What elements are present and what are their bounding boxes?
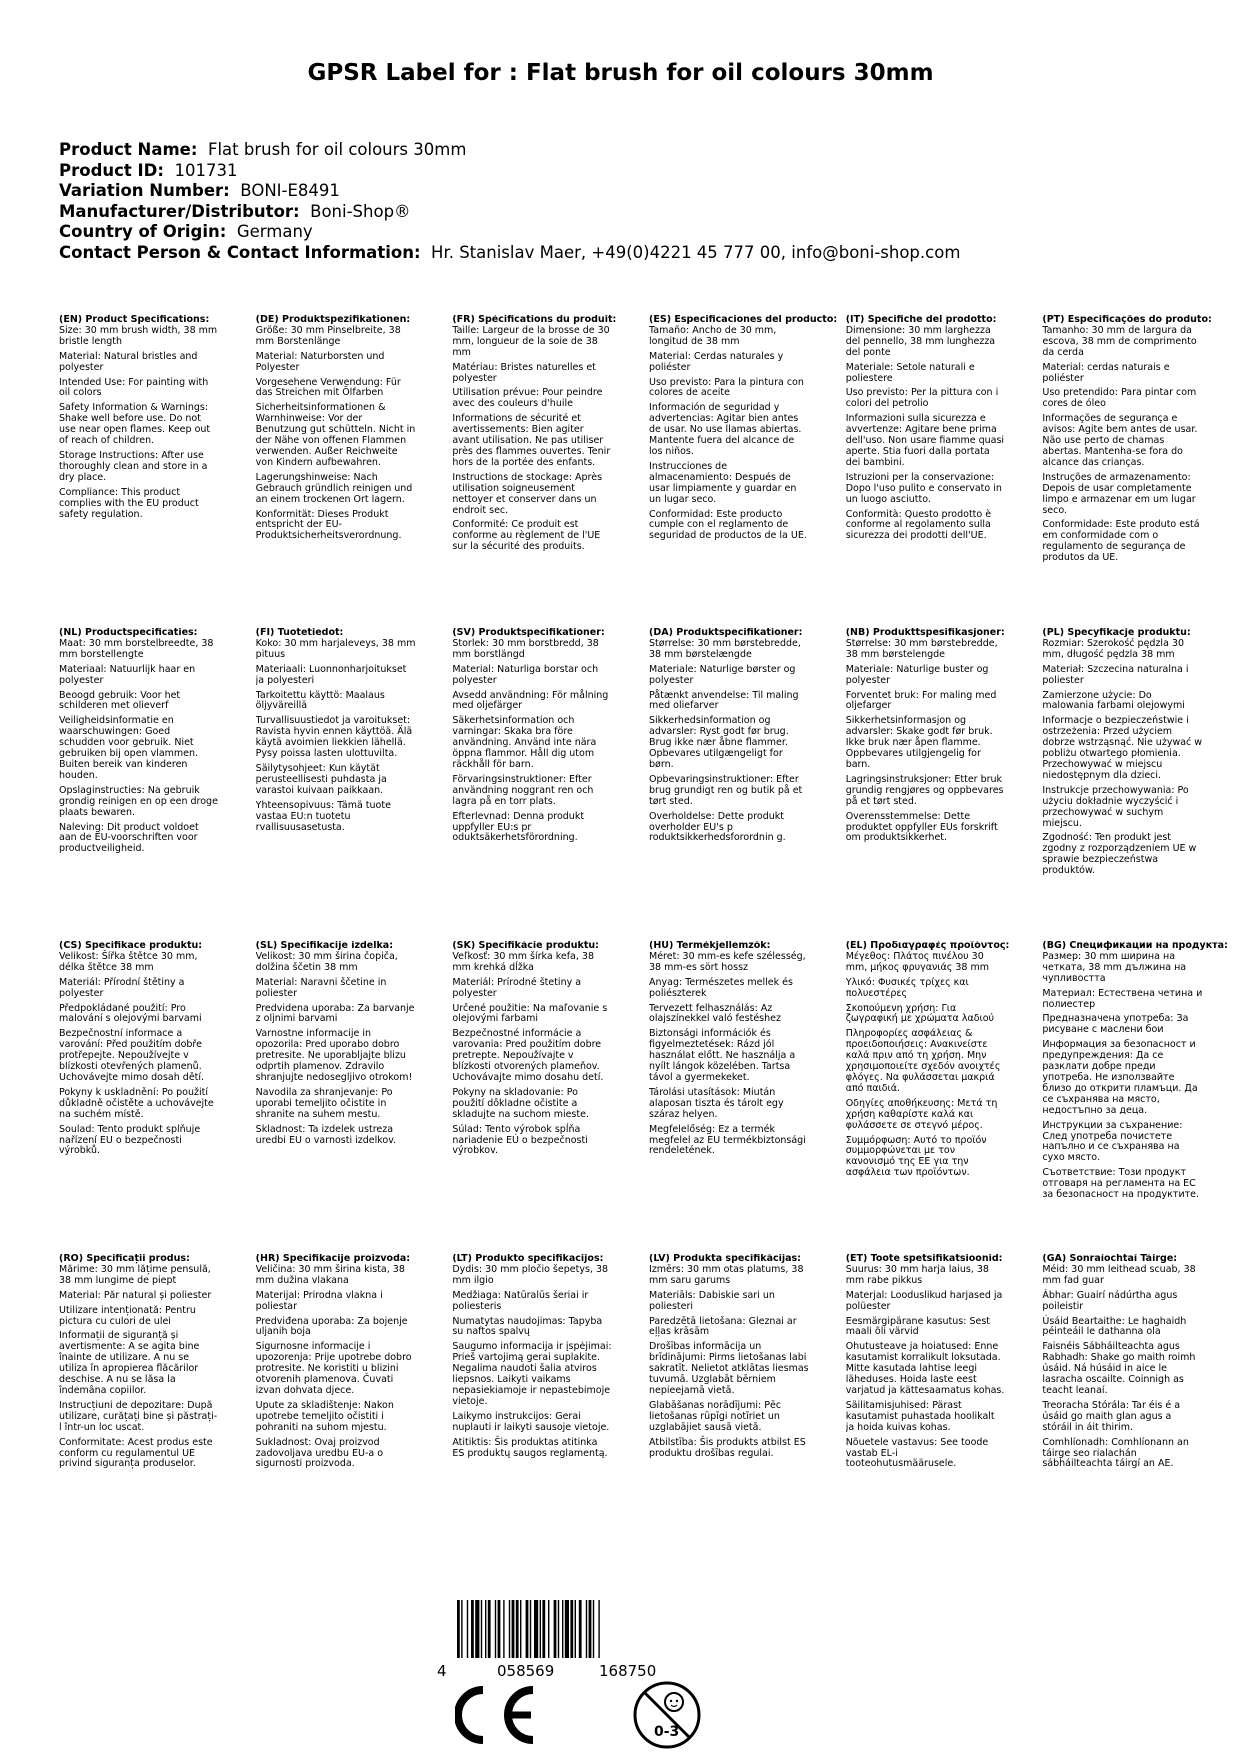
spec-line: Glabāšanas norādījumi: Pēc lietošanas rūpīgi notīriet un uzglabājiet sausā vietā.	[649, 1399, 782, 1433]
barcode-bar	[570, 1600, 573, 1658]
spec-cell	[1042, 1254, 1239, 1567]
spec-cell	[452, 941, 649, 1254]
barcode-bar	[575, 1600, 576, 1658]
barcode-bar	[471, 1600, 474, 1658]
barcode	[437, 1600, 737, 1680]
spec-cell	[846, 1254, 1043, 1567]
spec-line: Tarkoitettu käyttö: Maalaus öljyväreillä	[255, 689, 385, 712]
spec-line: Úsáid Beartaithe: Le haghaidh péinteáil le dathanna ola	[1042, 1315, 1187, 1338]
spec-line: Soulad: Tento produkt splňuje nařízení EU o bezpečnosti výrobků.	[59, 1123, 201, 1157]
spec-header: (FR) Spécifications du produit:	[452, 315, 617, 325]
spec-line: Izmērs: 30 mm otas platums, 38 mm saru garums	[649, 1263, 804, 1286]
spec-line: Safety Information & Warnings: Shake well before use. Do not use near open flames. Keep out of reach of children.	[59, 402, 211, 447]
spec-line: Méret: 30 mm-es kefe szélesség, 38 mm-es sört hossz	[649, 950, 806, 973]
spec-header: (ES) Especificaciones del producto:	[649, 315, 838, 325]
spec-line: Informacje o bezpieczeństwie i ostrzeżenia: Przed użyciem dobrze wstrząsnąć. Nie używać w pobliżu otwartego płomienia. Przechowywać w miejscu niedostępnym dla dzieci.	[1042, 715, 1203, 781]
spec-line: Инструкции за съхранение: След употреба почистете напълно и се съхранява на сухо място.	[1042, 1119, 1183, 1164]
spec-cell	[649, 941, 846, 1254]
barcode-bar	[526, 1600, 529, 1658]
spec-line: Tamanho: 30 mm de largura da escova, 38 mm de comprimento da cerda	[1042, 324, 1197, 358]
barcode-bar	[520, 1600, 521, 1658]
barcode-bar	[485, 1600, 486, 1658]
barcode-bar	[530, 1600, 531, 1658]
spec-line: Paredzētā lietošana: Gleznai ar eļļas krāsām	[649, 1315, 797, 1338]
spec-line: Medžiaga: Natūralūs šeriai ir poliesteris	[452, 1289, 589, 1312]
spec-line: Säilitamisjuhised: Pärast kasutamist puhastada hoolikalt ja hoida kuivas kohas.	[845, 1399, 995, 1433]
spec-line: Sikkerhetsinformasjon og advarsler: Skake godt før bruk. Ikke bruk nær åpen flamme. Oppbevares utilgjengelig for barn.	[845, 715, 993, 770]
barcode-bar	[579, 1600, 582, 1658]
spec-line: Drošības informācija un brīdinājumi: Pirms lietošanas labi sakratīt. Nelietot atklātas liesmas tuvumā. Uzglabāt bērniem nepieejamā vietā.	[649, 1341, 809, 1396]
spec-header: (SK) Špecifikácie produktu:	[452, 941, 599, 951]
spec-line: Compliance: This product complies with the EU product safety regulation.	[59, 486, 199, 520]
spec-line: Οδηγίες αποθήκευσης: Μετά τη χρήση καθαρίστε καλά και φυλάσσετε σε στεγνό μέρος.	[845, 1097, 998, 1131]
spec-cell	[452, 1254, 649, 1567]
spec-line: Materiale: Naturlige børster og polyester	[649, 663, 796, 686]
spec-line: Material: Naravni ščetine in poliester	[255, 976, 387, 999]
barcode-bar	[503, 1600, 504, 1658]
spec-header: (BG) Спецификации на продукта:	[1042, 941, 1228, 951]
barcode-bar	[598, 1600, 599, 1658]
barcode-bar	[509, 1600, 510, 1658]
barcode-bar	[461, 1600, 462, 1658]
info-contact	[59, 243, 960, 264]
spec-line: Varnostne informacije in opozorila: Pred uporabo dobro pretresite. Ne uporabljajte blizu odprtih plamenov. Zdravilo shranjujte nedosegljivo otrokom!	[255, 1028, 413, 1083]
spec-line: Intended Use: For painting with oil colors	[59, 376, 209, 399]
spec-line: Uso previsto: Para la pintura con colores de aceite	[649, 376, 804, 399]
spec-line: Materiaali: Luonnonharjoitukset ja polyesteri	[255, 663, 407, 686]
barcode-bar	[548, 1600, 549, 1658]
spec-line: Materiale: Naturlige buster og polyester	[845, 663, 989, 686]
spec-line: Overholdelse: Dette produkt overholder EU's p roduktsikkerhedsforordnin g.	[649, 810, 786, 844]
barcode-bar	[554, 1600, 557, 1658]
spec-line: Conformidad: Este producto cumple con el reglamento de seguridad de productos de la UE.	[649, 508, 807, 542]
spec-line: Informações de segurança e avisos: Agite bem antes de usar. Não use perto de chamas abertas. Mantenha-se fora do alcance das crianças.	[1042, 413, 1198, 468]
spec-line: Instructions de stockage: Après utilisation soigneusement nettoyer et conserver dans un endroit sec.	[452, 471, 603, 516]
info-product-id	[59, 161, 960, 182]
info-value: BONI-E8491	[240, 181, 340, 201]
spec-line: Materiał: Szczecina naturalna i poliester	[1042, 663, 1189, 686]
spec-line: Taille: Largeur de la brosse de 30 mm, longueur de la soie de 38 mm	[452, 324, 610, 358]
spec-line: Zgodność: Ten produkt jest zgodny z rozporządzeniem UE w sprawie bezpieczeństwa produktów.	[1042, 832, 1197, 877]
spec-line: Förvaringsinstruktioner: Efter användning noggrant ren och lagra på en torr plats.	[452, 773, 594, 807]
spec-line: Material: Naturborsten und Polyester	[255, 350, 385, 373]
spec-header: (NB) Produkttspesifikasjoner:	[845, 628, 1005, 638]
barcode-bar	[558, 1600, 559, 1658]
spec-line: Υλικό: Φυσικές τρίχες και πολυεστέρες	[845, 976, 969, 999]
spec-cell	[256, 941, 453, 1254]
spec-header: (SV) Produktspecifikationer:	[452, 628, 605, 638]
spec-cell	[59, 941, 256, 1254]
barcode-bar	[467, 1600, 468, 1658]
spec-line: Maat: 30 mm borstelbreedte, 38 mm borstellengte	[59, 637, 214, 660]
info-value: Boni-Shop®	[310, 201, 411, 221]
spec-line: Информация за безопасност и предупреждения: Да се разклати добре преди употреба. Не използвайте близо до открити пламъци. Да се съхранява на място, недостъпно за деца.	[1042, 1039, 1198, 1116]
spec-line: Materijal: Prirodna vlakna i poliestar	[255, 1289, 383, 1312]
info-value: Hr. Stanislav Maer, +49(0)4221 45 777 00, info@boni-shop.com	[431, 242, 961, 262]
spec-line: Koko: 30 mm harjaleveys, 38 mm pituus	[255, 637, 416, 660]
spec-header: (LT) Produkto specifikacijos:	[452, 1254, 604, 1264]
spec-line: Tamaño: Ancho de 30 mm, longitud de 38 mm	[649, 324, 777, 347]
spec-line: Suurus: 30 mm harja laius, 38 mm rabe pikkus	[845, 1263, 989, 1286]
spec-line: Instruções de armazenamento: Depois de usar completamente limpo e armazenar em um lugar seco.	[1042, 471, 1196, 516]
spec-cell	[1042, 628, 1239, 941]
spec-cell	[59, 1254, 256, 1567]
spec-header: (DE) Produktspezifikationen:	[255, 315, 411, 325]
info-key: Product Name:	[59, 140, 198, 159]
spec-line: Materiaal: Natuurlijk haar en polyester	[59, 663, 196, 686]
info-manufacturer	[59, 202, 960, 223]
spec-line: Pokyny k uskladnění: Po použití důkladně očistěte a uchovávejte na suchém místě.	[59, 1086, 214, 1120]
product-info	[59, 140, 960, 264]
spec-line: Material: Cerdas naturales y poliéster	[649, 350, 784, 373]
spec-line: Turvallisuustiedot ja varoitukset: Ravista hyvin ennen käyttöä. Älä käytä avoimien liekkien lähellä. Pysy poissa lasten ulottuvilta.	[255, 715, 413, 760]
barcode-bar	[586, 1600, 587, 1658]
barcode-bar	[589, 1600, 592, 1658]
spec-line: Tervezett felhasználás: Az olajszínekkel való festéshez	[649, 1002, 781, 1025]
spec-line: Sicherheitsinformationen & Warnhinweise: Vor der Benutzung gut schütteln. Nicht in der Nähe von offenen Flammen verwenden. Außer Reichweite von Kindern aufbewahren.	[255, 402, 416, 468]
spec-line: Συμμόρφωση: Αυτό το προϊόν συμμορφώνεται με τον κανονισμό της ΕΕ για την ασφάλεια των προϊόντων.	[845, 1134, 987, 1179]
spec-line: Material: cerdas naturais e poliéster	[1042, 361, 1170, 384]
info-key: Manufacturer/Distributor:	[59, 201, 300, 221]
spec-header: (HR) Specifikacije proizvoda:	[255, 1254, 411, 1264]
spec-cell	[256, 1254, 453, 1567]
spec-header: (HU) Termékjellemzők:	[649, 941, 771, 951]
spec-line: Ohutusteave ja hoiatused: Enne kasutamist korralikult loksutada. Mitte kasutada lahtise leegi läheduses. Hoida laste eest varjatud ja kättesaamatus kohas.	[845, 1341, 1005, 1396]
spec-line: Size: 30 mm brush width, 38 mm bristle length	[59, 324, 218, 347]
spec-line: Informații de siguranță și avertismente: A se agita bine înainte de utilizare. A nu se utiliza în apropierea flăcărilor deschise. A nu se lăsa la îndemâna copiilor.	[59, 1330, 200, 1396]
spec-header: (CS) Specifikace produktu:	[59, 941, 203, 951]
spec-line: Veiligheidsinformatie en waarschuwingen: Goed schudden voor gebruik. Niet gebruiken bij open vlammen. Buiten bereik van kinderen houden.	[59, 715, 199, 781]
spec-line: Beoogd gebruik: Voor het schilderen met olieverf	[59, 689, 181, 712]
spec-line: Säilytysohjeet: Kun käytät perusteellisesti puhdasta ja varastoi kuivaan paikkaan.	[255, 762, 387, 796]
spec-header: (PL) Specyfikacje produktu:	[1042, 628, 1191, 638]
spec-line: Storage Instructions: After use thoroughly clean and store in a dry place.	[59, 449, 208, 483]
spec-line: Overensstemmelse: Dette produktet oppfyller EUs forskrift om produktsikkerhet.	[845, 810, 998, 844]
spec-line: Atitiktis: Šis produktas atitinka ES produktų saugos reglamentą.	[452, 1436, 608, 1459]
spec-line: Sigurnosne informacije i upozorenja: Prije upotrebe dobro protresite. Ne koristiti u blizini otvorenih plamenova. Čuvati izvan dohvata djece.	[255, 1341, 412, 1396]
spec-line: Съответствие: Този продукт отговаря на регламента на ЕС за безопасност на продуктите.	[1042, 1167, 1200, 1201]
spec-line: Material: Păr natural și poliester	[59, 1289, 212, 1301]
spec-line: Tárolási utasítások: Miután alaposan tiszta és tárolt egy száraz helyen.	[649, 1086, 784, 1120]
spec-line: Skladnost: Ta izdelek ustreza uredbi EU o varnosti izdelkov.	[255, 1123, 397, 1146]
spec-header: (EL) Προδιαγραφές προϊόντος:	[845, 941, 1010, 951]
spec-line: Lagerungshinweise: Nach Gebrauch gründlich reinigen und an einem trockenen Ort lagern.	[255, 471, 413, 505]
spec-line: Yhteensopivuus: Tämä tuote vastaa EU:n tuotetu rvallisuusasetusta.	[255, 799, 391, 833]
specifications-grid	[59, 315, 1239, 1567]
spec-cell	[846, 315, 1043, 628]
spec-cell	[452, 315, 649, 628]
spec-cell	[649, 315, 846, 628]
spec-line: Nõuetele vastavus: See toode vastab EL-i tooteohutusmäärusele.	[845, 1436, 989, 1470]
spec-line: Biztonsági információk és figyelmeztetések: Rázd jól használat előtt. Ne használja a nyílt lángok közelében. Tartsa távol a gyermekeket.	[649, 1028, 796, 1083]
spec-line: Conformità: Questo prodotto è conforme al regolamento sulla sicurezza dei prodotti dell'UE.	[845, 508, 992, 542]
spec-header: (ET) Toote spetsifikatsioonid:	[845, 1254, 1003, 1264]
spec-line: Upute za skladištenje: Nakon upotrebe temeljito očistiti i pohraniti na suhom mjestu.	[255, 1399, 394, 1433]
spec-line: Treoracha Stórála: Tar éis é a úsáid go maith glan agus a stóráil in áit thirim.	[1042, 1399, 1181, 1433]
spec-line: Informazioni sulla sicurezza e avvertenze: Agitare bene prima dell'uso. Non usare fiamme quasi aperte. Stia fuori dalla portata dei bambini.	[845, 413, 1005, 468]
spec-header: (FI) Tuotetiedot:	[255, 628, 344, 638]
spec-line: Istruzioni per la conservazione: Dopo l'uso pulito e conservato in un luogo asciutto.	[845, 471, 1002, 505]
barcode-bar	[540, 1600, 541, 1658]
spec-header: (DA) Produktspecifikationer:	[649, 628, 803, 638]
spec-line: Určené použitie: Na maľovanie s olejovými farbami	[452, 1002, 608, 1025]
spec-line: Материал: Естествена четина и полиестер	[1042, 987, 1203, 1010]
spec-line: Säkerhetsinformation och varningar: Skaka bra före användning. Använd inte nära öppna flammor. Håll dig utom räckhåll för barn.	[452, 715, 597, 770]
spec-row	[59, 941, 1239, 1254]
spec-line: Información de seguridad y advertencias: Agitar bien antes de usar. No use llamas abiertas. Mantente fuera del alcance de los niños.	[649, 402, 802, 457]
barcode-bars	[437, 1600, 737, 1662]
spec-cell	[59, 628, 256, 941]
barcode-digits-right: 168750	[599, 1662, 657, 1680]
spec-header: (RO) Specificații produs:	[59, 1254, 190, 1264]
spec-line: Bezpečnostné informácie a varovania: Pred použitím dobre pretrepte. Nepoužívajte v blízkosti otvorených plameňov. Uchovávajte mimo dosahu detí.	[452, 1028, 604, 1083]
spec-line: Instrucciones de almacenamiento: Después de usar limpiamente y guardar en un lugar seco.	[649, 460, 797, 505]
info-value: 101731	[174, 160, 238, 180]
spec-line: Opslaginstructies: Na gebruik grondig reinigen en op een droge plaats bewaren.	[59, 784, 218, 818]
spec-line: Méid: 30 mm leithead scuab, 38 mm fad guar	[1042, 1263, 1196, 1286]
info-value: Germany	[236, 222, 313, 242]
not-for-children-icon	[632, 1680, 702, 1750]
spec-line: Conformité: Ce produit est conforme au règlement de l'UE sur la sécurité des produits.	[452, 519, 601, 553]
info-value: Flat brush for oil colours 30mm	[207, 140, 467, 159]
spec-line: Uso previsto: Per la pittura con i colori del petrolio	[845, 387, 999, 410]
spec-line: Předpokládané použití: Pro malování s olejovými barvami	[59, 1002, 202, 1025]
spec-line: Laikymo instrukcijos: Gerai nuplauti ir laikyti sausoje vietoje.	[452, 1410, 610, 1433]
info-key: Variation Number:	[59, 181, 230, 201]
spec-line: Dydis: 30 mm pločio šepetys, 38 mm ilgio	[452, 1263, 609, 1286]
barcode-bar	[534, 1600, 538, 1658]
spec-header: (SL) Specifikacije izdelka:	[255, 941, 394, 951]
spec-header: (PT) Especificações do produto:	[1042, 315, 1212, 325]
spec-line: Rozmiar: Szerokość pędzla 30 mm, długość pędzla 38 mm	[1042, 637, 1185, 660]
spec-line: Veľkosť: 30 mm šírka kefa, 38 mm krehká dĺžka	[452, 950, 594, 973]
barcode-bar	[498, 1600, 501, 1658]
barcode-bar	[565, 1600, 569, 1658]
barcode-bar	[542, 1600, 545, 1658]
barcode-bar	[593, 1600, 594, 1658]
spec-row	[59, 1254, 1239, 1567]
spec-line: Πληροφορίες ασφάλειας & προειδοποιήσεις: Ανακινείστε καλά πριν από τη χρήση. Μην χρησιμοποιείτε σχεδόν ανοιχτές φλόγες. Να φυλάσσεται μακριά από παιδιά.	[845, 1028, 1001, 1094]
spec-line: Pokyny na skladovanie: Po použití dôkladne očistite a skladujte na suchom mieste.	[452, 1086, 589, 1120]
spec-line: Atbilstība: Šis produkts atbilst ES produktu drošības regulai.	[649, 1436, 806, 1459]
barcode-digits-left: 4	[437, 1662, 447, 1680]
spec-line: Materiale: Setole naturali e poliestere	[845, 361, 975, 384]
info-key: Country of Origin:	[59, 222, 227, 242]
spec-line: Størrelse: 30 mm børstebredde, 38 mm børstelengde	[845, 637, 998, 660]
spec-row	[59, 315, 1239, 628]
spec-line: Forventet bruk: For maling med oljefarger	[845, 689, 997, 712]
spec-line: Materjal: Looduslikud harjased ja polüester	[845, 1289, 1003, 1312]
barcode-bar	[495, 1600, 496, 1658]
spec-line: Conformidade: Este produto está em conformidade com o regulamento de segurança de produtos da UE.	[1042, 519, 1200, 564]
spec-line: Instrukcje przechowywania: Po użyciu dokładnie wyczyścić i przechowywać w suchym miejscu.	[1042, 784, 1189, 829]
spec-line: Utilizare intenționată: Pentru pictura cu culori de ulei	[59, 1304, 196, 1327]
spec-cell	[846, 628, 1043, 941]
spec-line: Uso pretendido: Para pintar com cores de óleo	[1042, 387, 1197, 410]
barcode-bar	[457, 1600, 460, 1658]
spec-line: Avsedd användning: För målning med oljefärger	[452, 689, 609, 712]
spec-line: Predvidena uporaba: Za barvanje z oljnimi barvami	[255, 1002, 415, 1025]
spec-header: (GA) Sonraíochtaí Táirge:	[1042, 1254, 1178, 1264]
spec-line: Efterlevnad: Denna produkt uppfyller EU:s pr oduktsäkerhetsförordning.	[452, 810, 585, 844]
spec-line: Instrucțiuni de depozitare: După utilizare, curățați bine și păstrați-l într-un loc uscat.	[59, 1399, 218, 1433]
spec-line: Σκοπούμενη χρήση: Για ζωγραφική με χρώματα λαδιού	[845, 1002, 995, 1025]
spec-line: Velikost: Šířka štětce 30 mm, délka štětce 38 mm	[59, 950, 198, 973]
barcode-bar	[488, 1600, 491, 1658]
spec-cell	[59, 315, 256, 628]
spec-line: Størrelse: 30 mm børstebredde, 38 mm børstelængde	[649, 637, 801, 660]
info-key: Product ID:	[59, 160, 164, 180]
page-title: GPSR Label for : Flat brush for oil colours 30mm	[307, 60, 934, 86]
spec-cell	[256, 628, 453, 941]
spec-line: Mărime: 30 mm lățime pensulă, 38 mm lungime de piept	[59, 1263, 211, 1286]
spec-line: Sikkerhedsinformation og advarsler: Ryst godt før brug. Brug ikke nær åbne flammer. Opbevares utilgængeligt for børn.	[649, 715, 789, 770]
spec-row	[59, 628, 1239, 941]
spec-line: Anyag: Természetes mellek és poliészterek	[649, 976, 793, 999]
barcode-bar	[516, 1600, 519, 1658]
spec-line: Informations de sécurité et avertissements: Bien agiter avant utilisation. Ne pas utiliser près des flammes ouvertes. Tenir hors de la portée des enfants.	[452, 413, 611, 468]
spec-line: Predviđena uporaba: Za bojenje uljanih boja	[255, 1315, 408, 1338]
info-key: Contact Person & Contact Information:	[59, 242, 421, 262]
spec-line: Navodila za shranjevanje: Po uporabi temeljito očistite in shranite na suhem mestu.	[255, 1086, 393, 1120]
spec-cell	[846, 941, 1043, 1254]
spec-line: Megfelelőség: Ez a termék megfelel az EU termékbiztonsági rendeletének.	[649, 1123, 806, 1157]
age-label: 0-3	[654, 1724, 680, 1740]
spec-line: Sukladnost: Ovaj proizvod zadovoljava uredbu EU-a o sigurnosti proizvoda.	[255, 1436, 384, 1470]
spec-line: Materiāls: Dabiskie sari un poliesteri	[649, 1289, 775, 1312]
spec-cell	[452, 628, 649, 941]
spec-cell	[1042, 941, 1239, 1254]
spec-line: Eesmärgipärane kasutus: Sest maali õli värvid	[845, 1315, 991, 1338]
barcode-bar	[562, 1600, 563, 1658]
spec-header: (NL) Productspecificaties:	[59, 628, 198, 638]
spec-header: (LV) Produkta specifikācijas:	[649, 1254, 801, 1264]
barcode-digits-mid: 058569	[497, 1662, 555, 1680]
spec-line: Velikost: 30 mm širina čopiča, dolžina ščetin 38 mm	[255, 950, 398, 973]
spec-line: Vorgesehene Verwendung: Für das Streichen mit Ölfarben	[255, 376, 401, 399]
spec-line: Veličina: 30 mm širina kista, 38 mm dužina vlakana	[255, 1263, 405, 1286]
spec-line: Ábhar: Guairí nádúrtha agus poileistir	[1042, 1289, 1178, 1312]
spec-line: Materiál: Prírodné štetiny a polyester	[452, 976, 582, 999]
spec-line: Material: Natural bristles and polyester	[59, 350, 198, 373]
spec-line: Lagringsinstruksjoner: Etter bruk grundig rengjøres og oppbevares på et tørt sted.	[845, 773, 1004, 807]
spec-line: Bezpečnostní informace a varování: Před použitím dobře protřepejte. Nepoužívejte v blízkosti otevřených plamenů. Uchovávejte mimo dosah dětí.	[59, 1028, 205, 1083]
spec-line: Konformität: Dieses Produkt entspricht der EU-Produktsicherheitsverordnung.	[255, 508, 402, 542]
info-variation-number	[59, 181, 960, 202]
spec-header: (EN) Product Specifications:	[59, 315, 210, 325]
spec-cell	[1042, 315, 1239, 628]
spec-line: Material: Naturliga borstar och polyester	[452, 663, 599, 686]
spec-line: Opbevaringsinstruktioner: Efter brug grundigt ren og butik på et tørt sted.	[649, 773, 803, 807]
info-country	[59, 222, 960, 243]
spec-line: Matériau: Bristes naturelles et polyester	[452, 361, 596, 384]
ce-mark-icon	[455, 1685, 539, 1745]
spec-line: Conformitate: Acest produs este conform cu regulamentul UE privind siguranța produselor.	[59, 1436, 213, 1470]
spec-line: Comhlíonadh: Comhlíonann an táirge seo rialachán sábháilteachta táirgí an AE.	[1042, 1436, 1189, 1470]
spec-line: Größe: 30 mm Pinselbreite, 38 mm Borstenlänge	[255, 324, 401, 347]
spec-cell	[649, 628, 846, 941]
spec-line: Dimensione: 30 mm larghezza del pennello, 38 mm lunghezza del ponte	[845, 324, 996, 358]
spec-line: Saugumo informacija ir įspėjimai: Prieš vartojimą gerai suplakite. Negalima naudoti šalia atviros liepsnos. Laikyti vaikams nepasiekiamoje ir nepastebimoje vietoje.	[452, 1341, 612, 1407]
spec-line: Numatytas naudojimas: Tapyba su naftos spalvų	[452, 1315, 603, 1338]
spec-cell	[649, 1254, 846, 1567]
spec-line: Faisnéis Sábháilteachta agus Rabhadh: Shake go maith roimh úsáid. Ná húsáid in aice le lasracha oscailte. Coinnigh as teacht leanaí.	[1042, 1341, 1196, 1396]
spec-line: Materiál: Přírodní štětiny a polyester	[59, 976, 185, 999]
spec-line: Påtænkt anvendelse: Til maling med oliefarver	[649, 689, 799, 712]
barcode-bar	[512, 1600, 515, 1658]
spec-cell	[256, 315, 453, 628]
spec-line: Storlek: 30 mm borstbredd, 38 mm borstlängd	[452, 637, 599, 660]
spec-line: Размер: 30 mm ширина на четката, 38 mm дължина на чупливостта	[1042, 950, 1187, 984]
spec-line: Naleving: Dit product voldoet aan de EU-voorschriften voor productveiligheid.	[59, 821, 199, 855]
spec-line: Utilisation prévue: Pour peindre avec des couleurs d'huile	[452, 387, 603, 410]
spec-line: Zamierzone użycie: Do malowania farbami olejowymi	[1042, 689, 1185, 712]
spec-line: Предназначена употреба: За рисуване с маслени бои	[1042, 1013, 1189, 1036]
spec-header: (IT) Specifiche del prodotto:	[845, 315, 997, 325]
barcode-bar	[481, 1600, 482, 1658]
barcode-bar	[475, 1600, 479, 1658]
spec-line: Súlad: Tento výrobok spĺňa nariadenie EÚ o bezpečnosti výrobkov.	[452, 1123, 588, 1157]
spec-line: Μέγεθος: Πλάτος πινέλου 30 mm, μήκος φρυγανιάς 38 mm	[845, 950, 989, 973]
info-product-name	[59, 140, 960, 161]
